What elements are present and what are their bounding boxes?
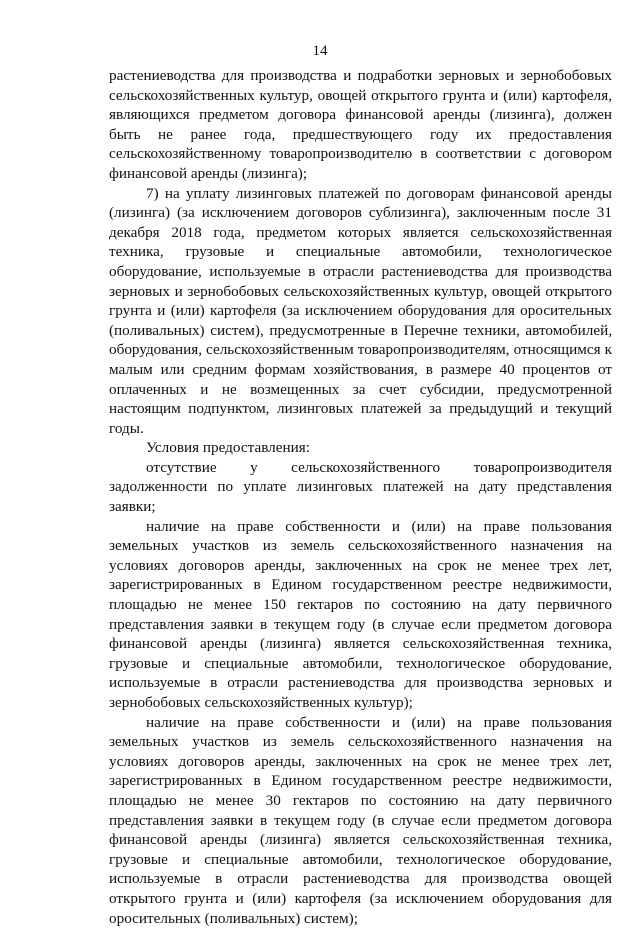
paragraph-conditions-heading: Условия предоставления: xyxy=(146,439,310,457)
paragraph-condition-land-30: наличие на праве собственности и (или) на праве пользования земельных участков из земель сельскохозяйственного назначения на условиях договоров аренды, заключенных на срок не менее трех лет, зарегистрированных в Едином государственном реестре недвижимости, площадью не менее 30 гектаров по состоянию на дату первичного представления заявки в текущем году (в случае если предметом договора финансовой аренды (лизинга) является сельскохозяйственная техника, грузовые и специальные автомобили, технологическое оборудование, используемые в отрасли растениеводства для производства овощей открытого грунта и (или) картофеля (за исключением оборудования для оросительных (поливальных) систем); xyxy=(109,713,612,927)
paragraph-condition-land-150: наличие на праве собственности и (или) на праве пользования земельных участков из земель сельскохозяйственного назначения на условиях договоров аренды, заключенных на срок не менее трех лет, зарегистрированных в Едином государственном реестре недвижимости, площадью не менее 150 гектаров по состоянию на дату первичного представления заявки в текущем году (в случае если предметом договора финансовой аренды (лизинга) является сельскохозяйственная техника, грузовые и специальные автомобили, технологическое оборудование, используемые в отрасли растениеводства для производства зерновых и зернобобовых сельскохозяйственных культур); xyxy=(109,517,612,711)
paragraph-item-7: 7) на уплату лизинговых платежей по договорам финансовой аренды (лизинга) (за исключением договоров сублизинга), заключенным после 31 декабря 2018 года, предметом которых является сельскохозяйственная техника, грузовые и специальные автомобили, технологическое оборудование, используемые в отрасли растениеводства для производства зерновых и зернобобовых сельскохозяйственных культур, овощей открытого грунта и (или) картофеля (за исключением оборудования для оросительных (поливальных) систем), предусмотренные в Перечне техники, автомобилей, оборудования, сельскохозяйственным товаропроизводителям, относящимся к малым или средним формам хозяйствования, в размере 40 процентов от оплаченных и не возмещенных за счет субсидии, предусмотренной настоящим подпунктом, лизинговых платежей за предыдущий и текущий годы. xyxy=(109,184,612,437)
paragraph-continuation: растениеводства для производства и подработки зерновых и зернобобовых сельскохозяйственных культур, овощей открытого грунта и (или) картофеля, являющихся предметом договора финансовой аренды (лизинга), должен быть не ранее года, предшествующего году их предоставления сельскохозяйственному товаропроизводителю в соответствии с договором финансовой аренды (лизинга); xyxy=(109,67,612,182)
paragraph-condition-no-debt: отсутствие у сельскохозяйственного товаропроизводителя задолженности по уплате лизинговых платежей на дату представления заявки; xyxy=(109,458,612,516)
page-number: 14 xyxy=(312,43,328,59)
document-body xyxy=(109,66,612,928)
